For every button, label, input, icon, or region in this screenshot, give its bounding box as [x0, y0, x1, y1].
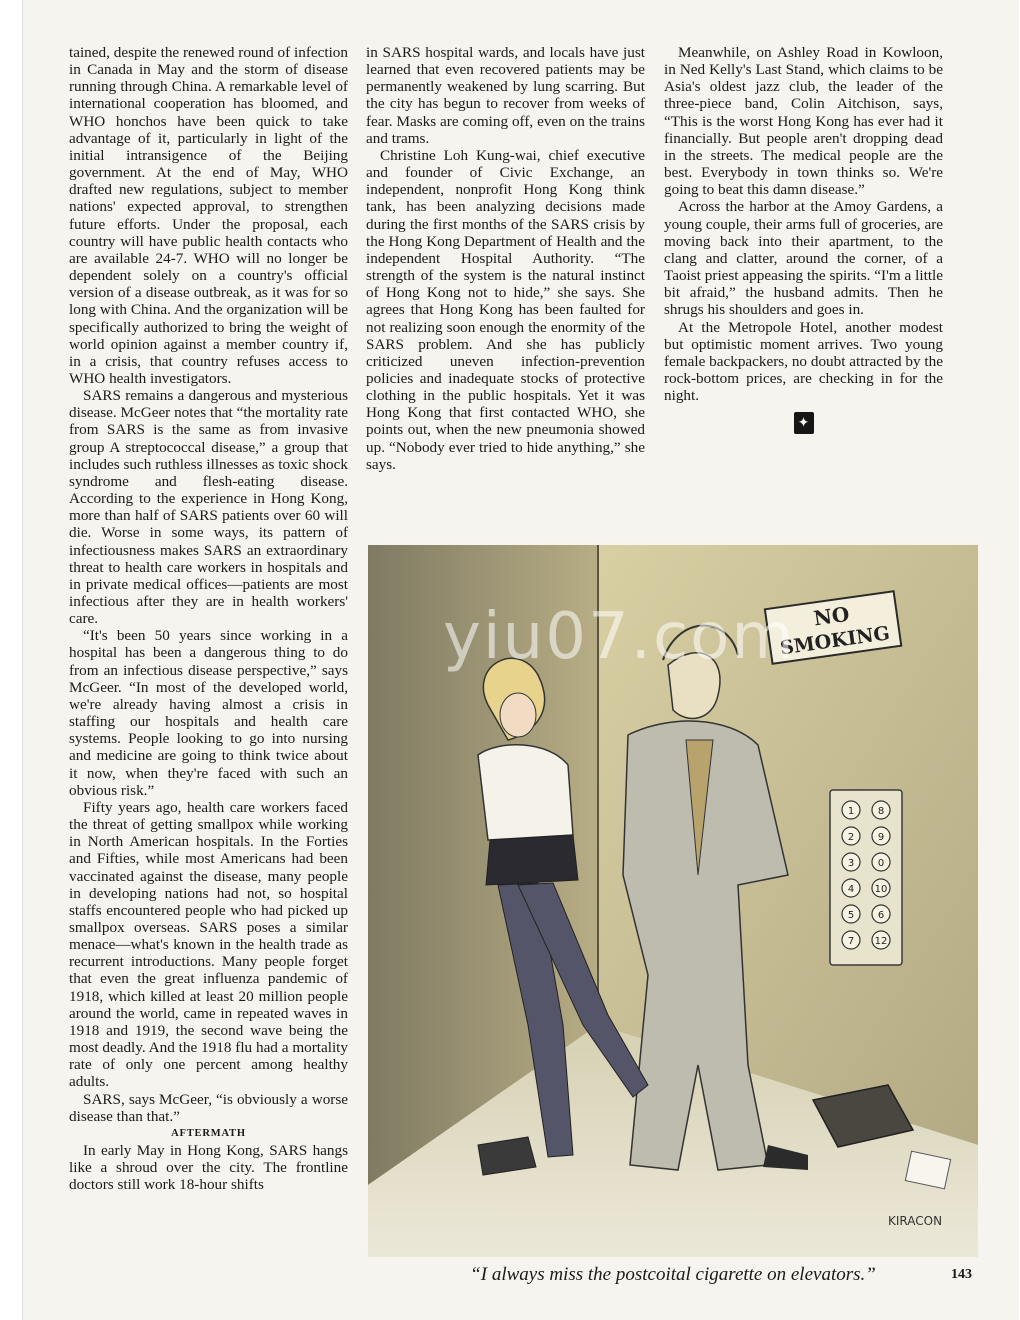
paragraph: in SARS hospital wards, and locals have just learned that even recovered patients may be permanently weakened by lung scarring. But the city has begun to recover from weeks of fear. Masks are coming off, even on the trains and trams. [366, 44, 645, 147]
sign-line-1: NO [812, 601, 851, 631]
text-column-3 [664, 44, 943, 434]
elevator-button-label: 3 [847, 858, 855, 869]
rabbit-head-icon: ✦ [794, 412, 814, 434]
paragraph: Meanwhile, on Ashley Road in Kowloon, in Ned Kelly's Last Stand, which claims to be Asia's oldest jazz club, the leader of the three-piece band, Colin Aitchison, says, “This is the worst Hong Kong has ever had it financially. But people aren't dropping dead in the streets. The medical people are the best. Everybody in town thinks so. We're going to beat this damn disease.” [664, 44, 943, 199]
paragraph: Across the harbor at the Amoy Gardens, a young couple, their arms full of groceries, are moving back into their apartment, to the clang and clatter, around the corner, of a Taoist priest appeasing the spirits. “I'm a little bit afraid,” the husband admits. Then he shrugs his shoulders and goes in. [664, 198, 943, 319]
elevator-button-label: 4 [847, 884, 855, 895]
cartoon-caption: “I always miss the postcoital cigarette on elevators.” [470, 1264, 876, 1285]
artist-signature: KIRACON [888, 1214, 943, 1228]
elevator-button-label: 9 [877, 832, 885, 843]
elevator-button-panel [830, 790, 902, 965]
elevator-button-label: 5 [847, 910, 855, 921]
elevator-button-label: 2 [847, 832, 855, 843]
paragraph: SARS remains a dangerous and mysterious disease. McGeer notes that “the mortality rate from SARS is the same as from invasive group A streptococcal disease,” a group that includes such ruthless illnesses as toxic shock syndrome and flesh-eating disease. According to the experience in Hong Kong, more than half of SARS patients over 60 will die. Worse in some ways, its pattern of infectiousness makes SARS an extraordinary threat to health care workers in hospitals and in private medical offices—patients are most infectious after they are in health workers' care. [69, 387, 348, 628]
elevator-button-label: 1 [847, 806, 855, 817]
text-column-2 [366, 44, 645, 473]
paragraph: “It's been 50 years since working in a hospital has been a dangerous thing to do from an infectious disease perspective,” says McGeer. “In most of the developed world, we're already having almost a crisis in staffing our hospitals and health care systems. People looking to go into nursing and medicine are going to think twice about it now, when they're faced with such an obvious risk.” [69, 627, 348, 799]
paragraph: In early May in Hong Kong, SARS hangs like a shroud over the city. The frontline doctors still work 18-hour shifts [69, 1142, 348, 1194]
paragraph: SARS, says McGeer, “is obviously a worse disease than that.” [69, 1090, 348, 1125]
paragraph: At the Metropole Hotel, another modest but optimistic moment arrives. Two young female backpackers, no doubt attracted by the rock-bottom prices, are checking in for the night. [664, 318, 943, 405]
magazine-page [22, 0, 1019, 1320]
section-subhead: AFTERMATH [171, 1127, 246, 1139]
elevator-button-label: 12 [874, 936, 888, 947]
elevator-button-label: 8 [877, 806, 885, 817]
paragraph: Christine Loh Kung-wai, chief executive and founder of Civic Exchange, an independent, nonprofit Hong Kong think tank, has been analyzing decisions made during the first months of the SARS crisis by the Hong Kong Department of Health and the independent Hospital Authority. “The strength of the system is the natural instinct of Hong Kong not to hide,” she says. She agrees that Hong Kong has been faulted for not realizing soon enough the enormity of the SARS problem. And she has publicly criticized uneven infection-prevention policies and inadequate stocks of protective clothing in the public hospitals. Yet it was Hong Kong that first contacted WHO, she points out, when the new pneumonia showed up. “Nobody ever tried to hide anything,” she says. [366, 146, 645, 473]
sign-line-2: SMOKING [778, 622, 892, 660]
cartoon-illustration [368, 545, 978, 1257]
elevator-button-label: 0 [877, 858, 885, 869]
watermark: yiu07.com [443, 600, 796, 674]
elevator-button-label: 6 [877, 910, 885, 921]
text-column-1 [69, 44, 348, 1193]
elevator-button-label: 7 [847, 936, 855, 947]
elevator-button-label: 10 [874, 884, 888, 895]
paragraph: Fifty years ago, health care workers faced the threat of getting smallpox while working in North American hospitals. In the Forties and Fifties, while most Americans had been vaccinated against the disease, many people in developing nations had not, so hospital staffs encountered people who had picked up smallpox overseas. SARS poses a similar menace—what's known in the health trade as recurrent introductions. Many people forget that even the great influenza pandemic of 1918, which killed at least 20 million people around the world, came in repeated waves in 1918 and 1919, the second wave being the most deadly. And the 1918 flu had a mortality rate of only one percent among healthy adults. [69, 798, 348, 1091]
paragraph: tained, despite the renewed round of infection in Canada in May and the storm of disease running through China. A remarkable level of international cooperation has bloomed, and WHO honchos have been quick to take advantage of it, particularly in light of the initial intransigence of the Beijing government. At the end of May, WHO drafted new regulations, subject to member nations' expected approval, to strengthen future efforts. Under the proposal, each country will have public health contacts who are available 24-7. WHO will no longer be dependent solely on a country's official version of a disease outbreak, as it was for so long with China. And the organization will be specifically authorized to bring the weight of world opinion against a member country if, in a crisis, that country refuses access to WHO health investigators. [69, 44, 348, 387]
page-number: 143 [951, 1267, 972, 1282]
